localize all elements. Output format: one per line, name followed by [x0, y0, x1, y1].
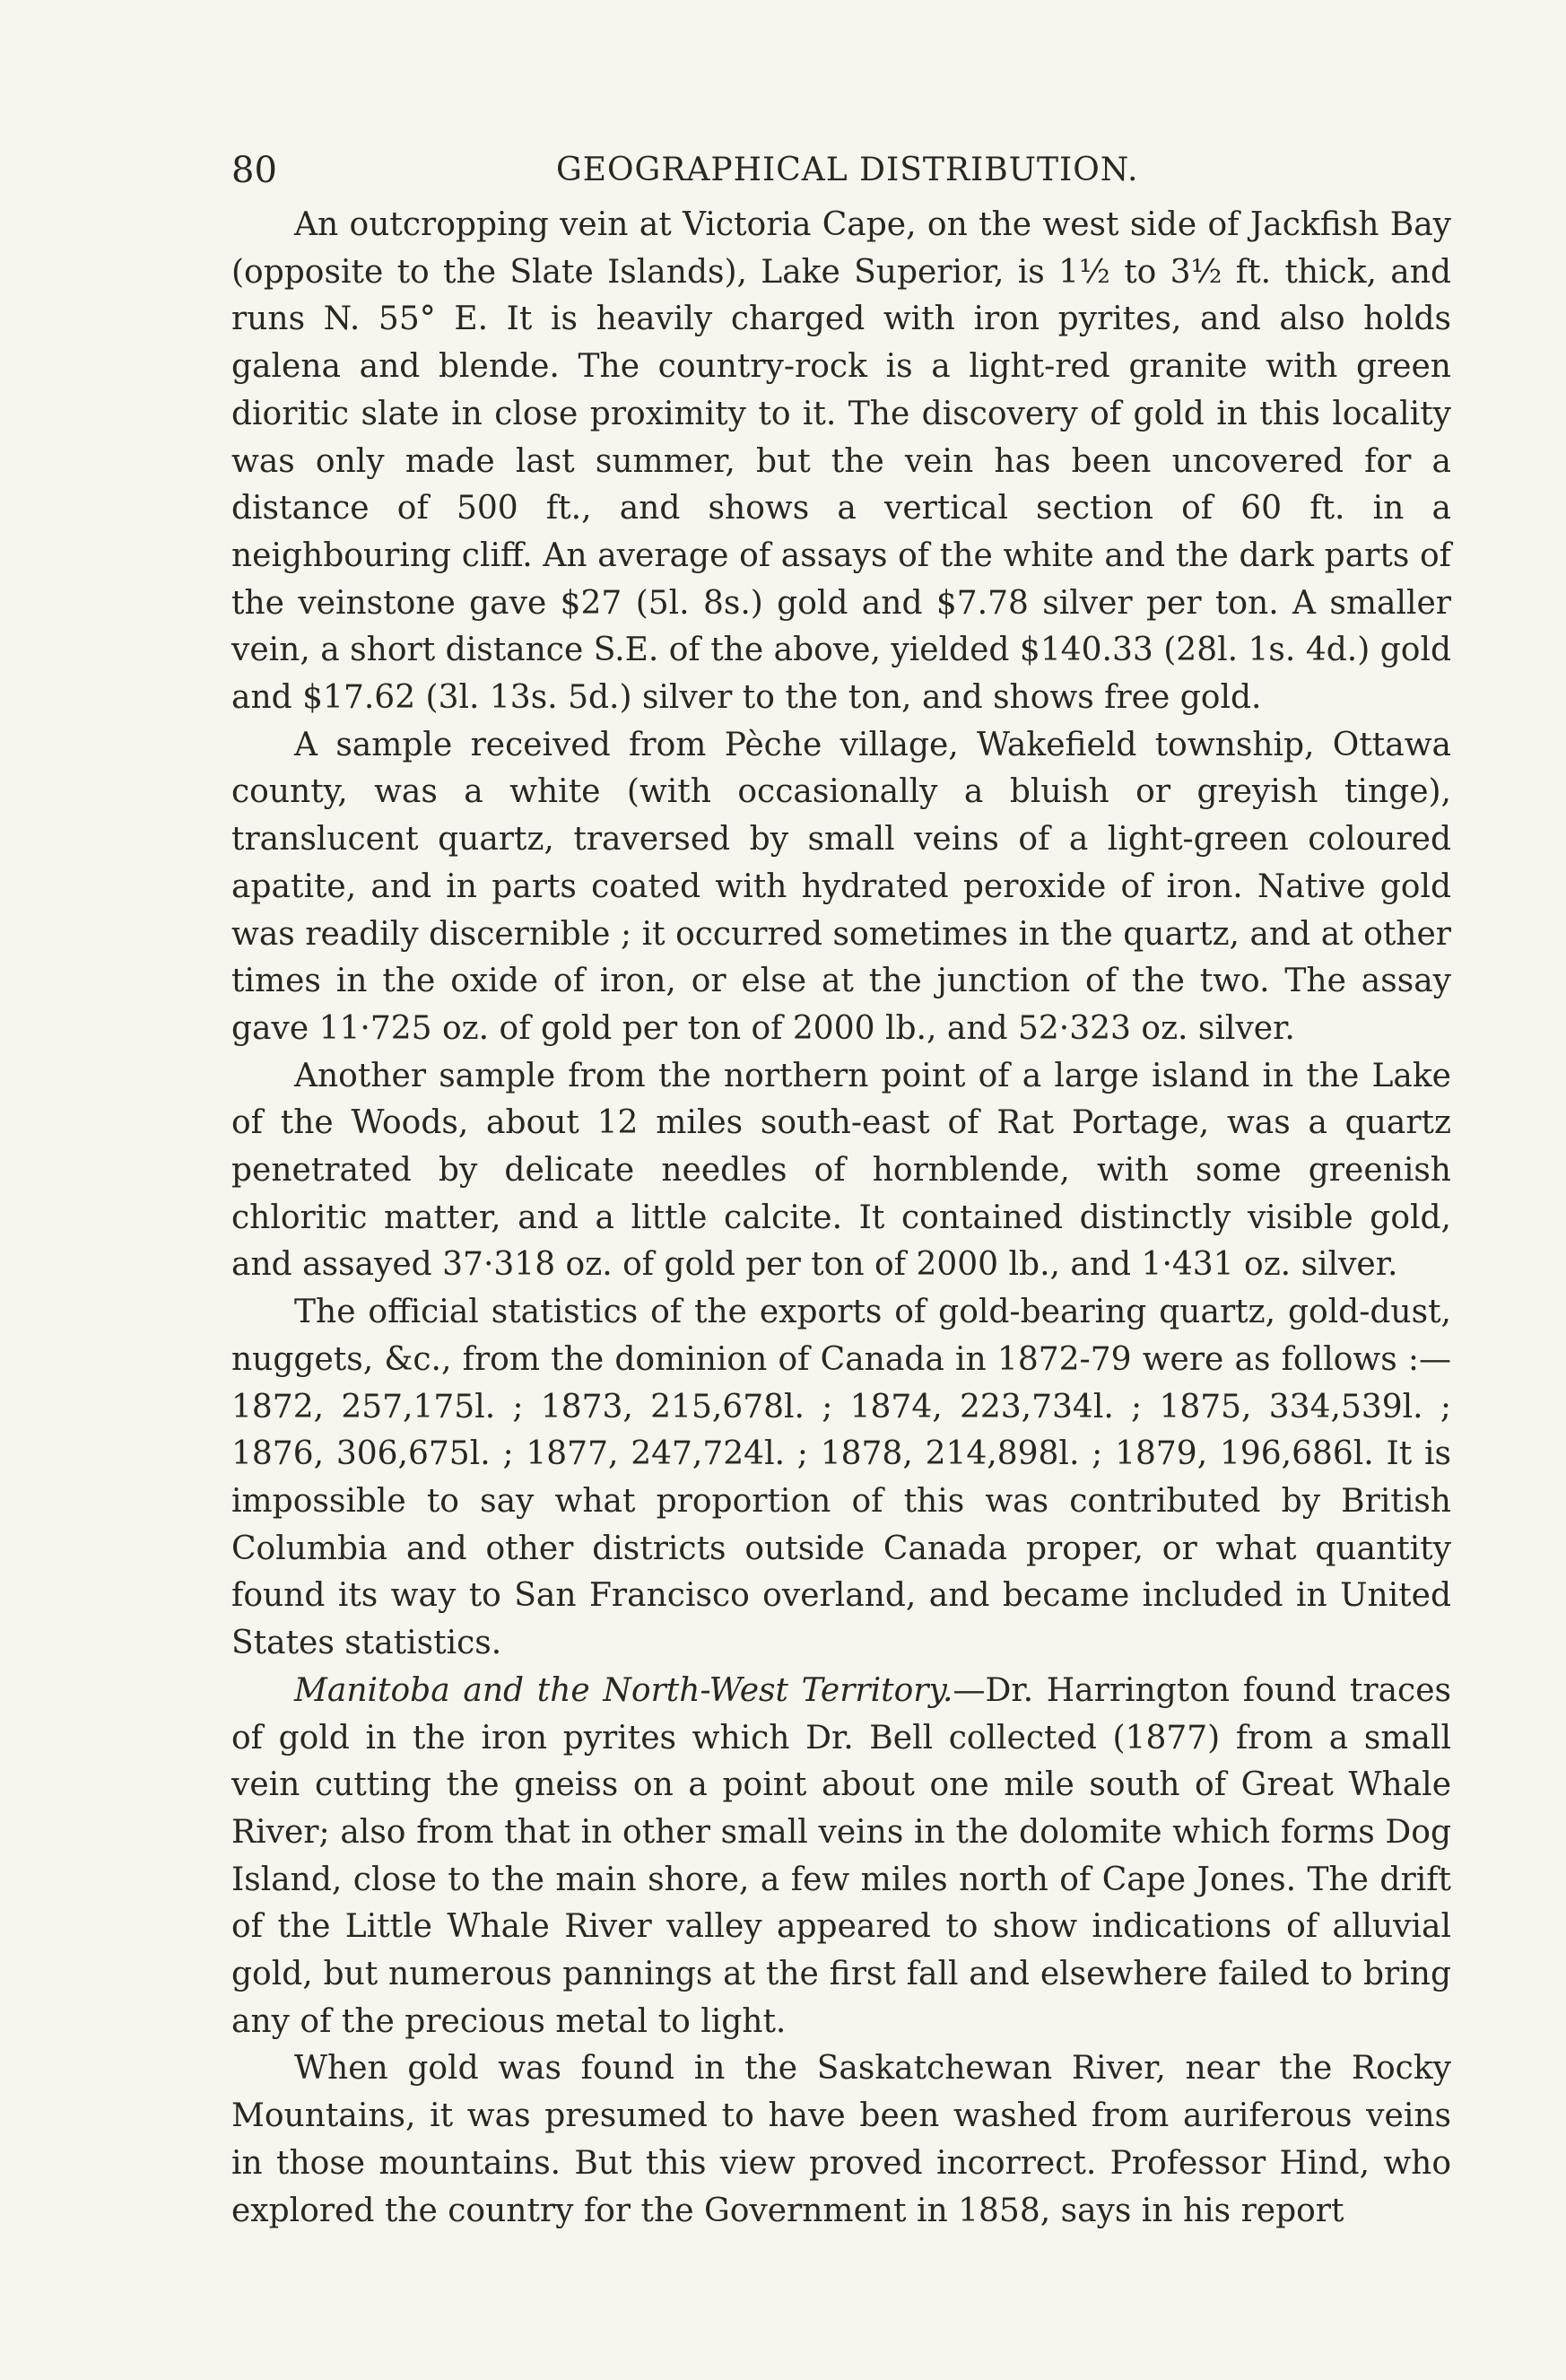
paragraph-peche-village: A sample received from Pèche village, Wakefield township, Ottawa county, was a white (with occasionally a bluish or greyish tinge), translucent quartz, traversed by small veins of a light-green coloured apatite, and in parts coated with hydrated peroxide of iron. Native gold was readily discernible ; it occurred sometimes in the quartz, and at other times in the oxide of iron, or else at the junction of the two. The assay gave 11·725 oz. of gold per ton of 2000 lb., and 52·323 oz. silver.	[231, 726, 1451, 1047]
running-head	[231, 139, 1451, 202]
paragraph-manitoba	[231, 1668, 1451, 2046]
body-text	[231, 202, 1451, 2235]
paragraph-victoria-cape: An outcropping vein at Victoria Cape, on the west side of Jackfish Bay (opposite to the Slate Islands), Lake Superior, is 1½ to 3½ ft. thick, and runs N. 55° E. It is heavily charged with iron pyrites, and also holds galena and blende. The country-rock is a light-red granite with green dioritic slate in close proximity to it. The discovery of gold in this locality was only made last summer, but the vein has been uncovered for a distance of 500 ft., and shows a vertical section of 60 ft. in a neighbouring cliff. An average of assays of the white and the dark parts of the veinstone gave $27 (5l. 8s.) gold and $7.78 silver per ton. A smaller vein, a short distance S.E. of the above, yielded $140.33 (28l. 1s. 4d.) gold and $17.62 (3l. 13s. 5d.) silver to the ton, and shows free gold.	[231, 206, 1451, 717]
section-title-manitoba: Manitoba and the North-West Territory.	[294, 1671, 953, 1709]
running-title: GEOGRAPHICAL DISTRIBUTION.	[556, 152, 1139, 188]
page-number: 80	[231, 150, 277, 191]
paragraph-export-statistics: The official statistics of the exports of gold-bearing quartz, gold-dust, nuggets, &c., from the dominion of Canada in 1872-79 were as follows :—1872, 257,175l. ; 1873, 215,678l. ; 1874, 223,734l. ; 1875, 334,539l. ; 1876, 306,675l. ; 1877, 247,724l. ; 1878, 214,898l. ; 1879, 196,686l. It is impossible to say what proportion of this was contributed by British Columbia and other districts outside Canada proper, or what quantity found its way to San Francisco overland, and became included in United States statistics.	[231, 1294, 1451, 1662]
paragraph-saskatchewan: When gold was found in the Saskatchewan River, near the Rocky Mountains, it was presumed to have been washed from auriferous veins in those mountains. But this view proved incorrect. Professor Hind, who explored the country for the Government in 1858, says in his report	[231, 2050, 1451, 2229]
paragraph-manitoba-text: —Dr. Harrington found traces of gold in the iron pyrites which Dr. Bell collected (1877) from a small vein cutting the gneiss on a point about one mile south of Great Whale River; also from that in other small veins in the dolomite which forms Dog Island, close to the main shore, a few miles north of Cape Jones. The drift of the Little Whale River valley appeared to show indications of alluvial gold, but numerous pannings at the first fall and elsewhere failed to bring any of the precious metal to light.	[231, 1671, 1451, 2040]
paragraph-lake-of-the-woods: Another sample from the northern point of a large island in the Lake of the Woods, about 12 miles south-east of Rat Portage, was a quartz penetrated by delicate needles of hornblende, with some greenish chloritic matter, and a little calcite. It contained distinctly visible gold, and assayed 37·318 oz. of gold per ton of 2000 lb., and 1·431 oz. silver.	[231, 1057, 1451, 1284]
